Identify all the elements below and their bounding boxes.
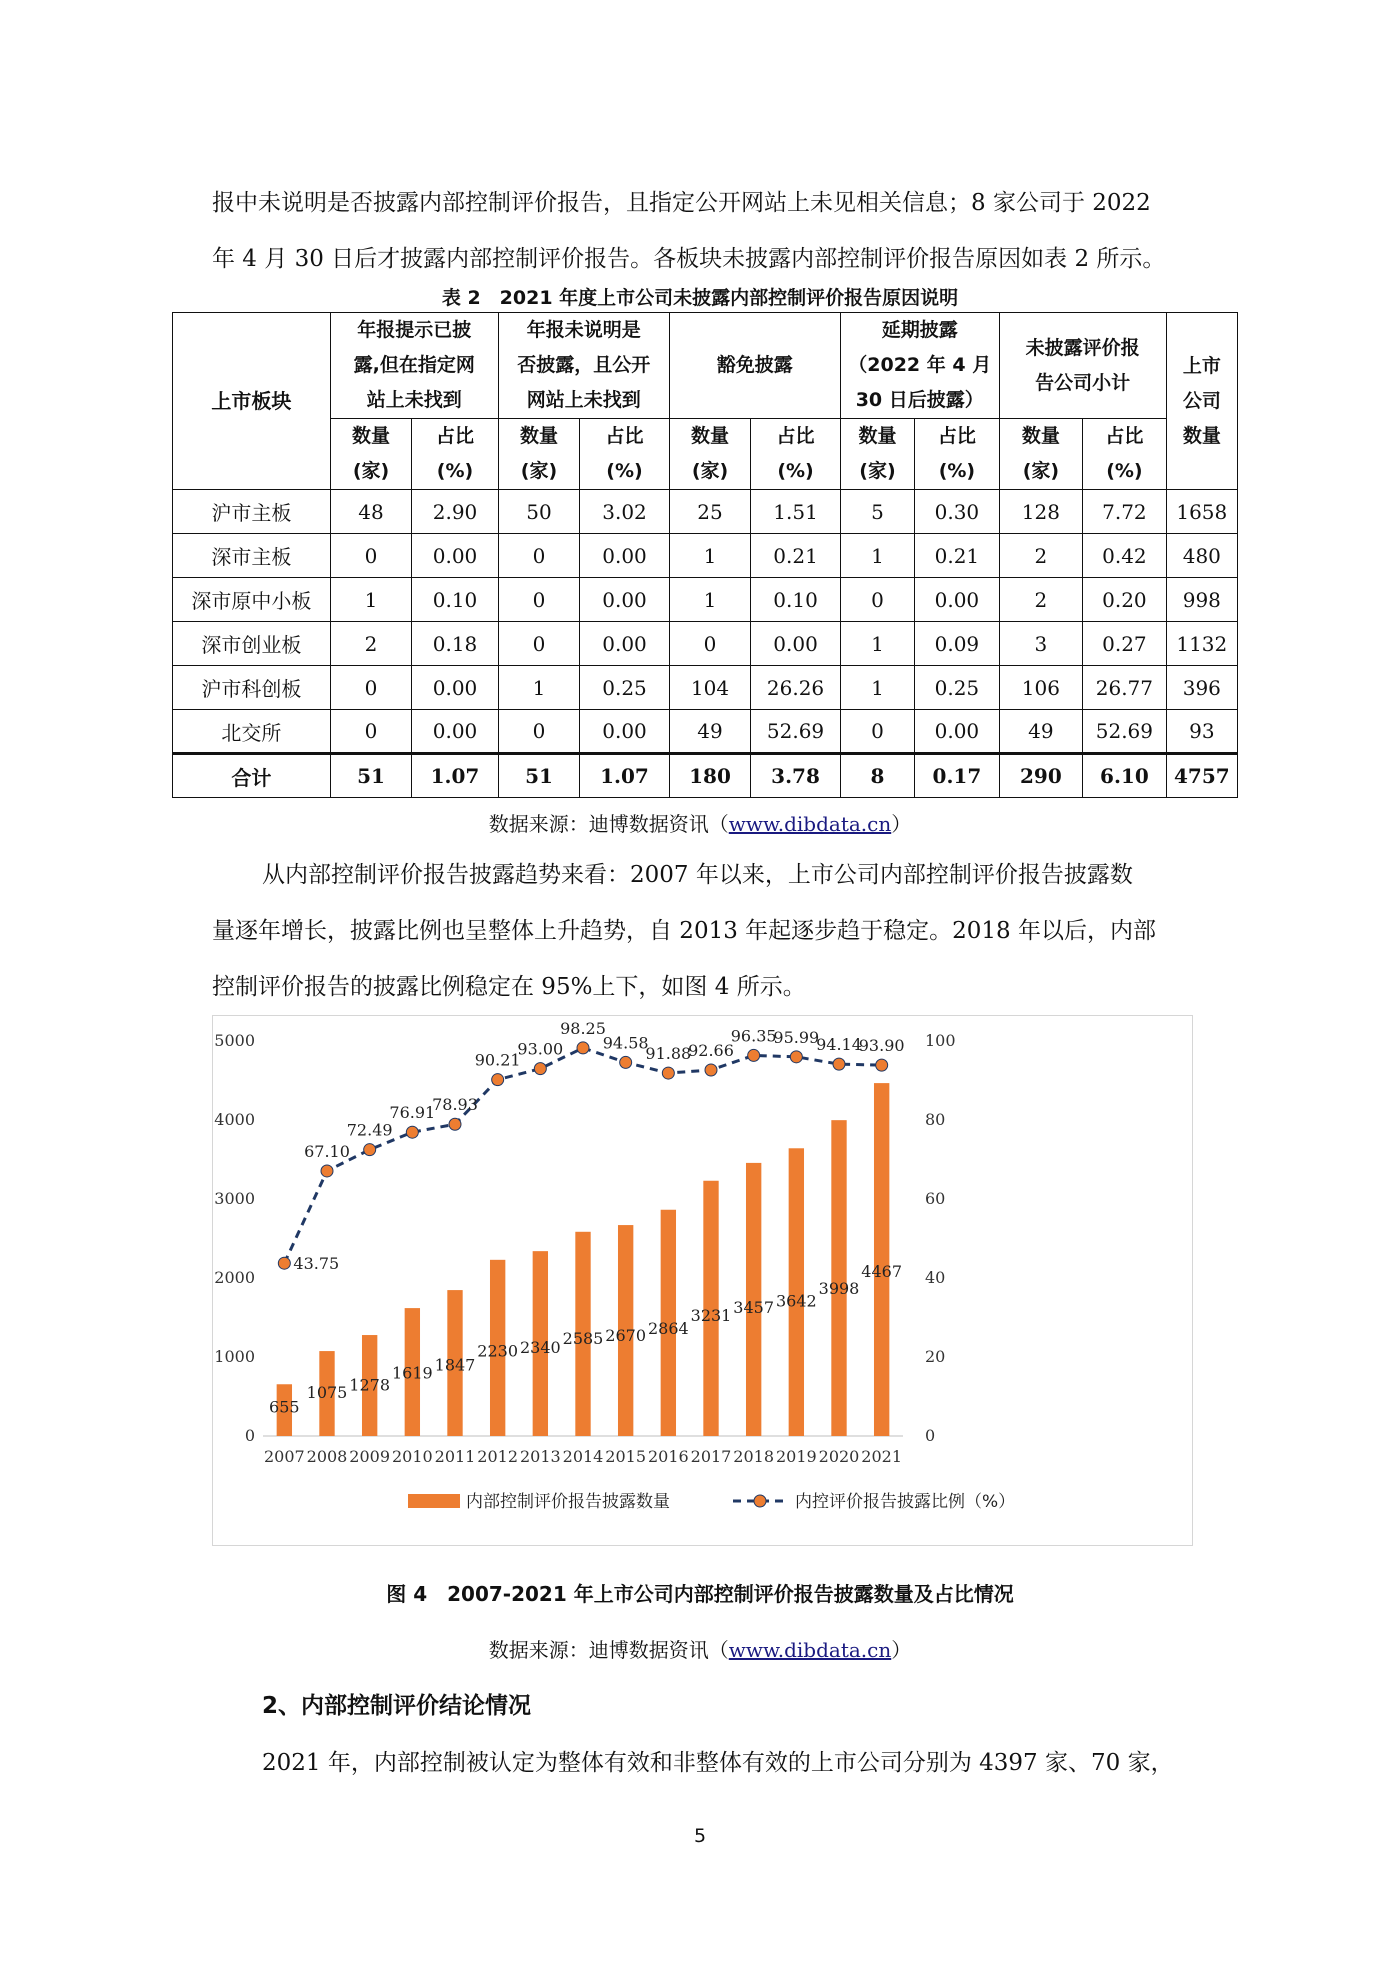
ratio-point — [833, 1058, 845, 1070]
board-cell: 合计 — [173, 754, 331, 798]
line-data-label: 72.49 — [346, 1120, 393, 1140]
ratio-point — [705, 1064, 717, 1076]
value-cell: 52.69 — [1083, 710, 1167, 754]
value-cell: 6.10 — [1083, 754, 1167, 798]
header-count: 数量 (家) — [840, 419, 914, 490]
x-tick-label: 2020 — [818, 1447, 860, 1466]
table-row — [173, 578, 1238, 622]
y-left-tick-label: 3000 — [214, 1189, 255, 1208]
chart-svg — [213, 1016, 1194, 1547]
board-cell: 沪市科创板 — [173, 666, 331, 710]
value-cell: 0.00 — [412, 534, 499, 578]
bar-data-label: 1278 — [349, 1375, 391, 1395]
value-cell: 0.00 — [580, 622, 670, 666]
ratio-point — [876, 1059, 888, 1071]
y-left-tick-label: 2000 — [214, 1268, 255, 1287]
value-cell: 0 — [669, 622, 750, 666]
header-group-2: 年报未说明是 否披露，且公开 网站上未找到 — [498, 313, 669, 419]
header-ratio: 占比 (%) — [412, 419, 499, 490]
value-cell: 3.78 — [751, 754, 841, 798]
value-cell: 1.51 — [751, 490, 841, 534]
header-count: 数量 (家) — [999, 419, 1082, 490]
value-cell: 0 — [330, 534, 411, 578]
value-cell: 0.00 — [580, 534, 670, 578]
bar-data-label: 3231 — [690, 1306, 732, 1326]
value-cell: 128 — [999, 490, 1082, 534]
value-cell: 0.00 — [915, 710, 1000, 754]
value-cell: 0.00 — [580, 710, 670, 754]
x-tick-label: 2015 — [605, 1447, 647, 1466]
x-tick-label: 2010 — [391, 1447, 433, 1466]
legend-line-marker — [754, 1495, 766, 1507]
line-data-label: 93.90 — [858, 1036, 905, 1056]
value-cell: 2 — [999, 578, 1082, 622]
page-number: 5 — [693, 1825, 707, 1847]
bar-data-label: 3457 — [733, 1298, 775, 1318]
value-cell: 0.00 — [412, 710, 499, 754]
board-cell: 北交所 — [173, 710, 331, 754]
value-cell: 0.21 — [915, 534, 1000, 578]
value-cell: 1 — [330, 578, 411, 622]
trend-line-1: 从内部控制评价报告披露趋势来看：2007 年以来，上市公司内部控制评价报告披露数 — [262, 862, 1133, 888]
value-cell: 0 — [840, 710, 914, 754]
value-cell: 0.00 — [412, 666, 499, 710]
y-right-tick-label: 20 — [925, 1347, 946, 1366]
value-cell: 0 — [498, 578, 579, 622]
ratio-point — [534, 1063, 546, 1075]
value-cell: 2 — [330, 622, 411, 666]
x-tick-label: 2007 — [263, 1447, 305, 1466]
board-cell: 深市原中小板 — [173, 578, 331, 622]
y-left-tick-label: 5000 — [214, 1031, 255, 1050]
table-row — [173, 622, 1238, 666]
header-total-companies: 上市 公司 数量 — [1166, 313, 1237, 490]
value-cell: 396 — [1166, 666, 1237, 710]
value-cell: 26.77 — [1083, 666, 1167, 710]
header-ratio: 占比 (%) — [1083, 419, 1167, 490]
bar-data-label: 2585 — [562, 1329, 604, 1349]
value-cell: 50 — [498, 490, 579, 534]
y-right-tick-label: 0 — [925, 1426, 936, 1445]
bar-data-label: 655 — [269, 1397, 300, 1417]
x-tick-label: 2008 — [306, 1447, 348, 1466]
value-cell: 0 — [330, 710, 411, 754]
ratio-point — [278, 1257, 290, 1269]
trend-line-3: 控制评价报告的披露比例稳定在 95%上下，如图 4 所示。 — [212, 974, 806, 1000]
value-cell: 52.69 — [751, 710, 841, 754]
x-tick-label: 2014 — [562, 1447, 604, 1466]
value-cell: 290 — [999, 754, 1082, 798]
value-cell: 93 — [1166, 710, 1237, 754]
figure-source: 数据来源：迪博数据资讯（www.dibdata.cn） — [488, 1638, 912, 1662]
value-cell: 106 — [999, 666, 1082, 710]
table-row — [173, 490, 1238, 534]
bar-data-label: 1075 — [306, 1382, 348, 1402]
bar — [874, 1083, 889, 1436]
value-cell: 25 — [669, 490, 750, 534]
value-cell: 51 — [330, 754, 411, 798]
x-tick-label: 2017 — [690, 1447, 732, 1466]
value-cell: 998 — [1166, 578, 1237, 622]
table-row — [173, 710, 1238, 754]
value-cell: 0.00 — [751, 622, 841, 666]
value-cell: 480 — [1166, 534, 1237, 578]
ratio-point — [406, 1126, 418, 1138]
value-cell: 49 — [669, 710, 750, 754]
board-cell: 深市主板 — [173, 534, 331, 578]
trend-paragraph — [212, 847, 1202, 1015]
total-row — [173, 754, 1238, 798]
ratio-point — [662, 1067, 674, 1079]
value-cell: 2 — [999, 534, 1082, 578]
bar-data-label: 1619 — [391, 1363, 433, 1383]
value-cell: 0.00 — [915, 578, 1000, 622]
value-cell: 0.20 — [1083, 578, 1167, 622]
y-left-tick-label: 4000 — [214, 1110, 255, 1129]
ratio-point — [748, 1049, 760, 1061]
value-cell: 1132 — [1166, 622, 1237, 666]
value-cell: 8 — [840, 754, 914, 798]
value-cell: 0.30 — [915, 490, 1000, 534]
x-tick-label: 2016 — [647, 1447, 689, 1466]
value-cell: 1.07 — [412, 754, 499, 798]
ratio-point — [449, 1118, 461, 1130]
y-right-tick-label: 60 — [925, 1189, 946, 1208]
value-cell: 7.72 — [1083, 490, 1167, 534]
value-cell: 0.27 — [1083, 622, 1167, 666]
header-ratio: 占比 (%) — [751, 419, 841, 490]
header-ratio: 占比 (%) — [580, 419, 670, 490]
value-cell: 5 — [840, 490, 914, 534]
x-tick-label: 2012 — [477, 1447, 519, 1466]
source-link[interactable]: www.dibdata.cn — [728, 1638, 892, 1662]
figure-caption: 图 4 2007-2021 年上市公司内部控制评价报告披露数量及占比情况 — [386, 1582, 1014, 1606]
ratio-point — [492, 1074, 504, 1086]
ratio-point — [364, 1144, 376, 1156]
value-cell: 0 — [498, 622, 579, 666]
value-cell: 1 — [669, 534, 750, 578]
header-count: 数量 (家) — [330, 419, 411, 490]
value-cell: 0.10 — [751, 578, 841, 622]
value-cell: 0.25 — [915, 666, 1000, 710]
legend-line-label: 内控评价报告披露比例（%） — [795, 1492, 1016, 1512]
y-right-tick-label: 100 — [925, 1031, 956, 1050]
disclosure-chart — [212, 1015, 1193, 1546]
value-cell: 1 — [498, 666, 579, 710]
y-right-tick-label: 40 — [925, 1268, 946, 1287]
bar-data-label: 3642 — [775, 1291, 817, 1311]
y-left-tick-label: 0 — [244, 1426, 255, 1445]
y-left-tick-label: 1000 — [214, 1347, 255, 1366]
bar-data-label: 1847 — [434, 1355, 476, 1375]
header-count: 数量 (家) — [669, 419, 750, 490]
bar-data-label: 2340 — [519, 1337, 561, 1357]
bar-data-label: 2864 — [647, 1319, 689, 1339]
line-data-label: 92.66 — [688, 1040, 734, 1060]
value-cell: 104 — [669, 666, 750, 710]
disclosure-table — [172, 312, 1238, 798]
value-cell: 180 — [669, 754, 750, 798]
value-cell: 0 — [498, 710, 579, 754]
value-cell: 0.17 — [915, 754, 1000, 798]
x-tick-label: 2019 — [775, 1447, 817, 1466]
value-cell: 0 — [330, 666, 411, 710]
board-cell: 沪市主板 — [173, 490, 331, 534]
value-cell: 1 — [840, 534, 914, 578]
x-tick-label: 2011 — [434, 1447, 476, 1466]
bar-data-label: 2230 — [477, 1341, 519, 1361]
line-data-label: 78.93 — [432, 1095, 478, 1115]
header-group-3: 豁免披露 — [669, 313, 840, 419]
x-tick-label: 2013 — [519, 1447, 561, 1466]
value-cell: 49 — [999, 710, 1082, 754]
header-board: 上市板块 — [173, 313, 331, 490]
bar-data-label: 3998 — [818, 1278, 860, 1298]
header-group-1: 年报提示已披 露,但在指定网 站上未找到 — [330, 313, 498, 419]
ratio-point — [321, 1165, 333, 1177]
value-cell: 0.00 — [580, 578, 670, 622]
value-cell: 0.10 — [412, 578, 499, 622]
value-cell: 1 — [840, 622, 914, 666]
header-count: 数量 (家) — [498, 419, 579, 490]
value-cell: 0 — [498, 534, 579, 578]
line-data-label: 93.00 — [517, 1039, 564, 1059]
value-cell: 0.09 — [915, 622, 1000, 666]
value-cell: 3 — [999, 622, 1082, 666]
bar-data-label: 2670 — [605, 1326, 647, 1346]
value-cell: 0.18 — [412, 622, 499, 666]
line-data-label: 43.75 — [293, 1254, 340, 1274]
table-row — [173, 666, 1238, 710]
source-link[interactable]: www.dibdata.cn — [728, 812, 892, 836]
value-cell: 26.26 — [751, 666, 841, 710]
table-row — [173, 534, 1238, 578]
x-tick-label: 2009 — [349, 1447, 391, 1466]
value-cell: 4757 — [1166, 754, 1237, 798]
value-cell: 3.02 — [580, 490, 670, 534]
line-data-label: 67.10 — [304, 1141, 350, 1161]
x-tick-label: 2018 — [733, 1447, 775, 1466]
line-data-label: 95.99 — [773, 1027, 820, 1047]
value-cell: 0.25 — [580, 666, 670, 710]
line-data-label: 76.91 — [389, 1103, 436, 1123]
board-cell: 深市创业板 — [173, 622, 331, 666]
value-cell: 0.21 — [751, 534, 841, 578]
value-cell: 51 — [498, 754, 579, 798]
y-right-tick-label: 80 — [925, 1110, 946, 1129]
value-cell: 0.42 — [1083, 534, 1167, 578]
ratio-point — [620, 1056, 632, 1068]
value-cell: 1658 — [1166, 490, 1237, 534]
line-data-label: 91.88 — [645, 1044, 692, 1064]
header-group-5: 未披露评价报 告公司小计 — [999, 313, 1166, 419]
header-ratio: 占比 (%) — [915, 419, 1000, 490]
bar-data-label: 4467 — [861, 1262, 903, 1282]
ratio-point — [577, 1042, 589, 1054]
intro-paragraph — [212, 175, 1202, 287]
conclusion-paragraph — [262, 1735, 1252, 1791]
table-caption: 表 2 2021 年度上市公司未披露内部控制评价报告原因说明 — [441, 287, 959, 309]
value-cell: 2.90 — [412, 490, 499, 534]
intro-line-1: 报中未说明是否披露内部控制评价报告，且指定公开网站上未见相关信息；8 家公司于 2022 — [212, 190, 1151, 216]
line-data-label: 94.58 — [602, 1033, 649, 1053]
section-heading: 2、内部控制评价结论情况 — [262, 1693, 532, 1719]
line-data-label: 94.14 — [816, 1035, 862, 1055]
header-group-4: 延期披露 （2022 年 4 月 30 日后披露） — [840, 313, 999, 419]
x-tick-label: 2021 — [861, 1447, 903, 1466]
line-data-label: 90.21 — [474, 1050, 521, 1070]
trend-line-2: 量逐年增长，披露比例也呈整体上升趋势，自 2013 年起逐步趋于稳定。2018 年以后，内部 — [212, 918, 1156, 944]
line-data-label: 96.35 — [730, 1026, 777, 1046]
legend-bar-swatch — [408, 1494, 460, 1508]
intro-line-2: 年 4 月 30 日后才披露内部控制评价报告。各板块未披露内部控制评价报告原因如表 2 所示。 — [212, 246, 1166, 272]
table-source: 数据来源：迪博数据资讯（www.dibdata.cn） — [488, 812, 912, 836]
conclusion-line-1: 2021 年，内部控制被认定为整体有效和非整体有效的上市公司分别为 4397 家、70 家， — [262, 1750, 1174, 1776]
value-cell: 0 — [840, 578, 914, 622]
legend-bar-label: 内部控制评价报告披露数量 — [466, 1492, 670, 1512]
value-cell: 1 — [840, 666, 914, 710]
ratio-point — [790, 1051, 802, 1063]
value-cell: 48 — [330, 490, 411, 534]
line-data-label: 98.25 — [560, 1018, 606, 1038]
value-cell: 1.07 — [580, 754, 670, 798]
value-cell: 1 — [669, 578, 750, 622]
